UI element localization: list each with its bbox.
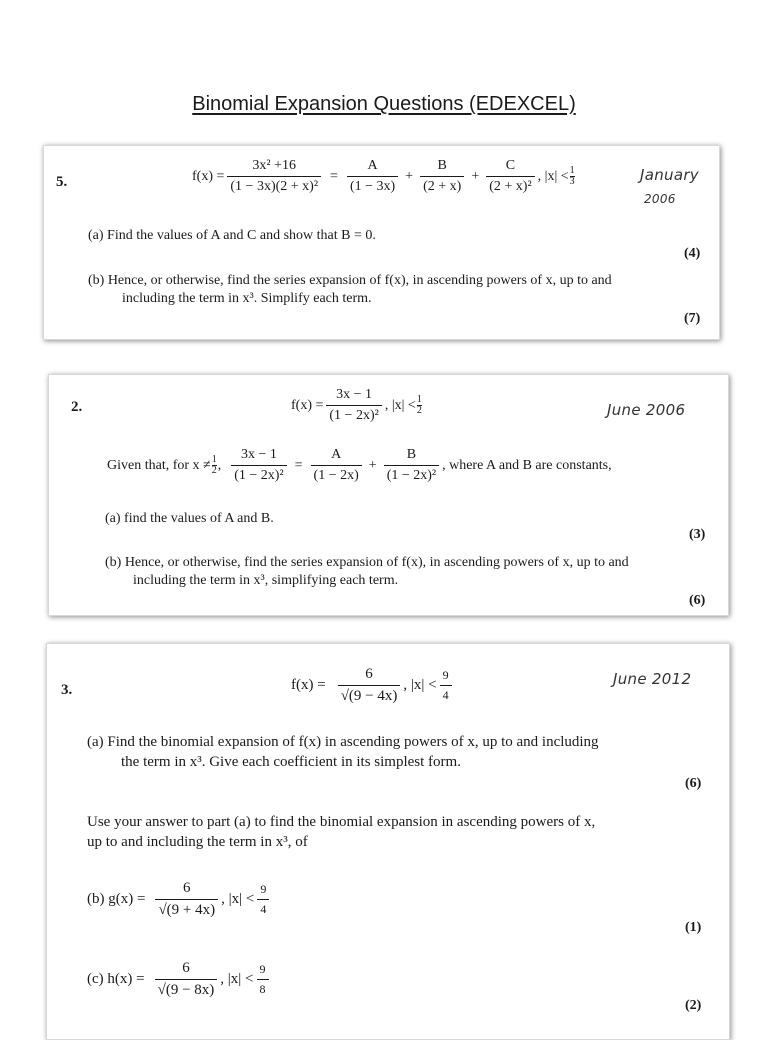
page-title	[0, 93, 768, 116]
numerator: 9	[260, 882, 267, 896]
part-b-equation	[87, 880, 272, 919]
numerator: 3x − 1	[240, 447, 277, 462]
denominator: 2	[211, 465, 217, 476]
denominator: (1 − 2x)²	[231, 465, 286, 484]
q2-equation	[291, 387, 423, 424]
part-a-text-cont: the term in x³. Give each coefficient in its simplest form.	[121, 754, 461, 770]
numerator: B	[437, 158, 447, 173]
fraction	[231, 447, 286, 484]
part-b-text: (b) Hence, or otherwise, find the series expansion of f(x), in ascending powers of x, up to and	[105, 555, 629, 570]
denominator: (1 − 2x)²	[384, 465, 439, 484]
marks-b: (7)	[684, 311, 701, 326]
fraction	[311, 447, 362, 484]
question-number: 3.	[61, 682, 73, 698]
marks-a: (3)	[689, 527, 706, 542]
part-a-text: (a) Find the values of A and C and show that B = 0.	[88, 228, 376, 243]
fx-label: f(x) =	[291, 677, 326, 693]
fx-label: f(x) =	[291, 397, 324, 413]
marks-a: (6)	[685, 776, 702, 791]
numerator: B	[406, 447, 417, 462]
denominator: (1 − 3x)(2 + x)²	[227, 176, 321, 195]
q3-equation	[291, 666, 455, 705]
numerator: 9	[442, 668, 449, 682]
condition: , |x| <	[403, 677, 437, 693]
numerator: A	[331, 447, 342, 462]
small-fraction	[212, 455, 217, 476]
plus-sign: +	[405, 168, 414, 184]
given-suffix: , where A and B are constants,	[442, 457, 612, 473]
fraction	[338, 666, 401, 705]
numerator: 6	[365, 666, 373, 682]
denominator: 4	[440, 685, 452, 703]
marks-b: (1)	[685, 920, 702, 935]
denominator: 4	[257, 899, 269, 917]
part-a-text: (a) Find the binomial expansion of f(x) in ascending powers of x, up to and including	[87, 734, 599, 750]
question-number: 5.	[56, 174, 68, 190]
fx-label: f(x) =	[192, 168, 225, 184]
condition: , |x| <	[537, 168, 569, 184]
denominator: (2 + x)	[420, 176, 464, 195]
part-b-text: (b) Hence, or otherwise, find the series expansion of f(x), in ascending powers of x, up to and	[88, 273, 612, 288]
numerator: A	[367, 158, 378, 173]
plus-sign: +	[368, 457, 377, 473]
numerator: 3x² +16	[252, 158, 296, 173]
denominator: 3	[569, 176, 575, 187]
q2-given-equation	[107, 447, 612, 484]
small-fraction	[417, 395, 422, 416]
denominator: (2 + x)²	[486, 176, 534, 195]
small-fraction	[257, 882, 269, 917]
part-b-label: (b) g(x) =	[87, 891, 146, 907]
small-fraction	[570, 166, 575, 187]
date-note: June 2006	[607, 401, 686, 419]
fraction	[227, 158, 321, 195]
denominator: √(9 − 8x)	[155, 979, 218, 999]
numerator: 1	[569, 165, 575, 176]
denominator: (1 − 2x)²	[326, 405, 381, 424]
small-fraction	[440, 668, 452, 703]
question-3-card	[46, 643, 730, 1040]
instruction-text-cont: up to and including the term in x³, of	[87, 834, 308, 850]
marks-b: (6)	[689, 593, 706, 608]
fraction	[486, 158, 534, 195]
condition: , |x| <	[384, 397, 416, 413]
numerator: 3x − 1	[336, 387, 373, 402]
condition: , |x| <	[221, 891, 255, 907]
numerator: 1	[416, 394, 422, 405]
date-note-year: 2006	[644, 192, 676, 206]
fraction	[326, 387, 381, 424]
denominator: (1 − 3x)	[347, 176, 398, 195]
fraction	[420, 158, 464, 195]
denominator: (1 − 2x)	[311, 465, 362, 484]
date-note: June 2012	[613, 670, 692, 688]
denominator: 8	[257, 979, 269, 997]
q5-equation	[192, 158, 576, 195]
part-b-text-cont: including the term in x³. Simplify each term.	[122, 291, 372, 306]
fraction	[155, 960, 218, 999]
question-number: 2.	[71, 399, 83, 415]
numerator: 6	[183, 880, 191, 896]
part-c-label: (c) h(x) =	[87, 971, 145, 987]
given-text: Given that, for x ≠	[107, 457, 211, 473]
instruction-text: Use your answer to part (a) to find the binomial expansion in ascending powers of x,	[87, 814, 596, 830]
marks-c: (2)	[685, 998, 702, 1013]
part-a-text: (a) find the values of A and B.	[105, 511, 274, 526]
question-2-card	[48, 374, 729, 616]
denominator: 2	[416, 405, 422, 416]
fraction	[347, 158, 398, 195]
condition: , |x| <	[220, 971, 254, 987]
equals-sign: =	[330, 168, 338, 184]
numerator: 9	[259, 962, 266, 976]
plus-sign: +	[471, 168, 480, 184]
numerator: C	[505, 158, 516, 173]
small-fraction	[257, 962, 269, 997]
fraction	[384, 447, 439, 484]
numerator: 1	[211, 454, 217, 465]
part-b-text-cont: including the term in x³, simplifying each term.	[133, 573, 399, 588]
page-title-text: Binomial Expansion Questions (EDEXCEL)	[192, 93, 576, 115]
marks-a: (4)	[684, 246, 701, 261]
fraction	[155, 880, 218, 919]
question-5-card	[43, 145, 720, 340]
denominator: √(9 + 4x)	[155, 899, 218, 919]
date-note: January	[640, 166, 699, 184]
equals-sign: =	[294, 457, 303, 473]
comma: ,	[217, 457, 222, 473]
denominator: √(9 − 4x)	[338, 685, 401, 705]
numerator: 6	[182, 960, 190, 976]
part-c-equation	[87, 960, 272, 999]
